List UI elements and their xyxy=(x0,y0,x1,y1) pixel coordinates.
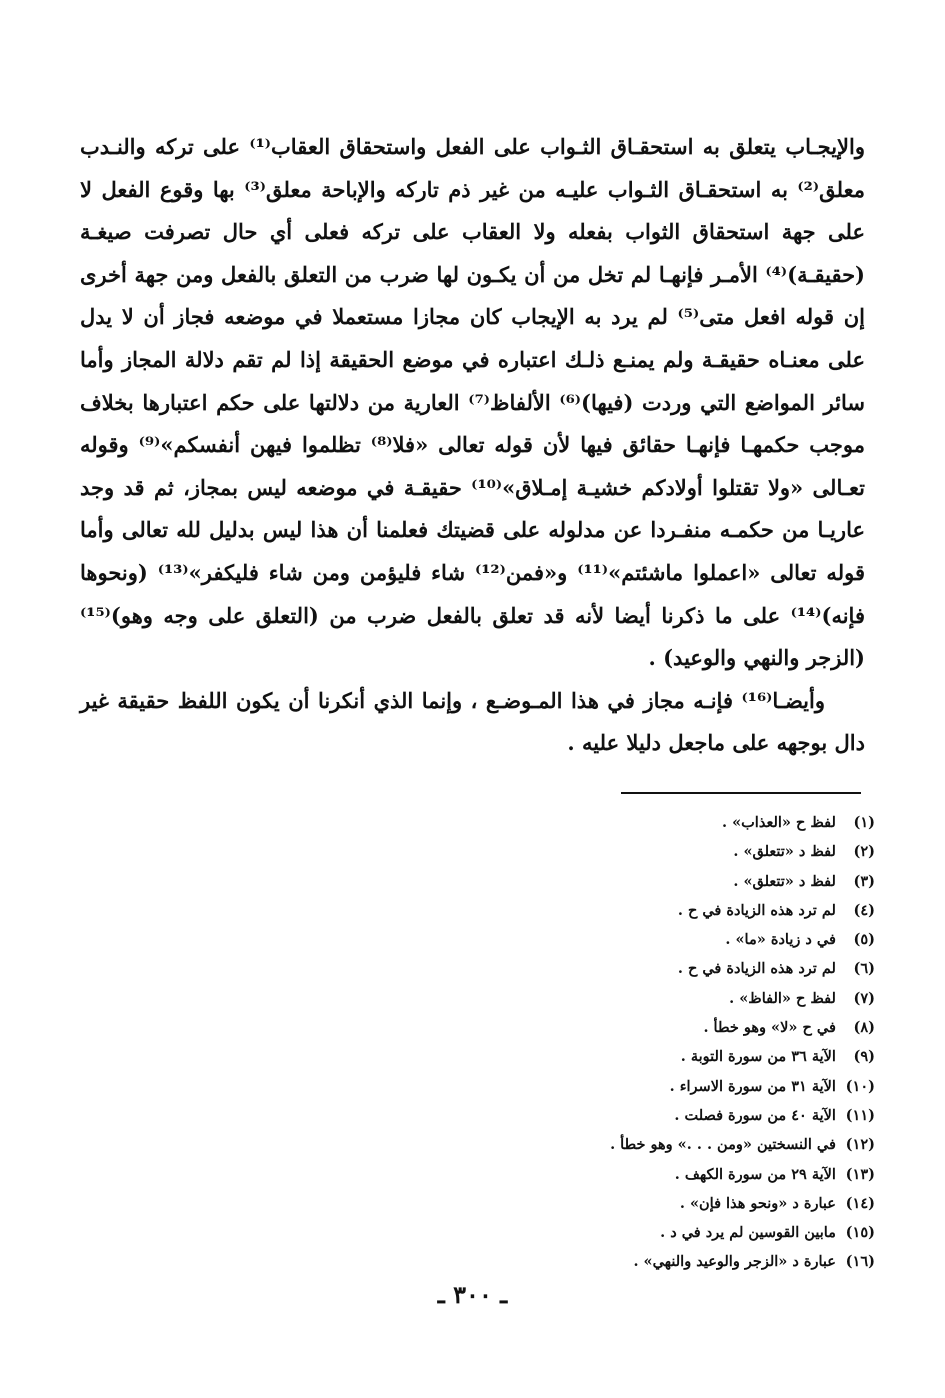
footnote-number: (٩) xyxy=(853,1048,875,1066)
footnote-item xyxy=(375,837,875,866)
footnote-text: عبارة د «ونحو هذا فإن» . xyxy=(679,1194,836,1212)
paragraph-2: وأيضـا⁽¹⁶⁾ فإنـه مجاز في هذا المـوضـع ، وإنما الذي أنكرنا أن يكون اللفظ حقيقة غير دال بوجهه على ماجعل دليلا عليه . xyxy=(80,687,865,756)
footnote-text: في د زيادة «ما» . xyxy=(725,931,836,949)
footnote-number: (١٥) xyxy=(845,1224,875,1242)
footnote-item xyxy=(375,1189,875,1218)
footnote-number: (٧) xyxy=(853,989,875,1007)
footnote-text: لفظ د «تتعلق» . xyxy=(733,843,836,861)
footnote-number: (١٠) xyxy=(845,1077,875,1095)
footnote-item xyxy=(375,1130,875,1159)
footnote-item xyxy=(375,1218,875,1247)
footnote-number: (١٣) xyxy=(845,1165,875,1183)
footnote-text: لم ترد هذه الزيادة في ح . xyxy=(677,901,836,919)
footnote-text: الآية ٤٠ من سورة فصلت . xyxy=(674,1106,836,1124)
footnote-number: (٤) xyxy=(853,901,875,919)
footnote-item xyxy=(375,1101,875,1130)
footnotes xyxy=(375,808,875,1277)
footnote-number: (١٤) xyxy=(845,1194,875,1212)
footnote-item xyxy=(375,1013,875,1042)
footnote-text: لم ترد هذه الزيادة في ح . xyxy=(677,960,836,978)
footnote-item xyxy=(375,1160,875,1189)
footnote-number: (١٢) xyxy=(845,1136,875,1154)
footnote-item xyxy=(375,867,875,896)
footnote-text: لفظ ح «الفاظ» . xyxy=(729,989,836,1007)
footnote-text: لفظ ح «العذاب» . xyxy=(722,814,836,831)
footnote-item xyxy=(375,1042,875,1071)
footnote-text: في النسختين «ومن . . .» وهو خطأ . xyxy=(610,1136,836,1154)
footnote-number: (١) xyxy=(853,814,875,831)
footnote-number: (٦) xyxy=(853,960,875,978)
footnote-text: عبارة د «الزجر والوعيد والنهي» . xyxy=(633,1253,836,1271)
footnote-text: الآية ٢٩ من سورة الكهف . xyxy=(674,1165,836,1183)
main-text xyxy=(80,126,865,765)
footnote-number: (٣) xyxy=(853,872,875,890)
footnote-number: (١١) xyxy=(845,1106,875,1124)
footnote-text: لفظ د «تتعلق» . xyxy=(733,872,836,890)
footnote-text: الآية ٣٦ من سورة التوبة . xyxy=(680,1048,836,1066)
footnote-text: في ح «لا» وهو خطأ . xyxy=(703,1019,836,1037)
footnote-item xyxy=(375,1247,875,1276)
footnote-item xyxy=(375,954,875,983)
footnote-number: (٥) xyxy=(853,931,875,949)
footnote-item xyxy=(375,808,875,837)
footnote-item xyxy=(375,984,875,1013)
footnote-text: الآية ٣١ من سورة الاسراء . xyxy=(669,1077,836,1095)
footnote-separator xyxy=(621,792,861,794)
footnote-item xyxy=(375,925,875,954)
footnote-number: (٨) xyxy=(853,1019,875,1037)
footnote-item xyxy=(375,1072,875,1101)
footnote-text: مابين القوسين لم يرد في د . xyxy=(660,1224,836,1242)
footnote-number: (٢) xyxy=(853,843,875,861)
footnote-item xyxy=(375,896,875,925)
footnote-number: (١٦) xyxy=(845,1253,875,1271)
page-number: ـ ٣٠٠ ـ xyxy=(437,1280,508,1309)
paragraph-1: والإيجـاب يتعلق به استحقـاق الثـواب على الفعل واستحقاق العقاب⁽¹⁾ على تركه والنـدب معلق⁽²⁾ به استحقـاق الثـواب عليـه من غير ذم تاركه والإباحة معلق⁽³⁾ بها وقوع الفعل لا على جهة استحقاق الثواب بفعله ولا العقاب على تركه فعلى أي حال تصرفت صيغـة (حقيقـة)⁽⁴⁾ الأمـر فإنهـا لم تخل من أن يكـون لها ضرب من التعلق بالفعل ومن جهة أخرى إن قوله افعل متى⁽⁵⁾ لم يرد به الإيجاب كان مجازا مستعملا في موضعه فجاز أن لا يدل على معنـاه حقيقـة ولم يمنـع ذلـك اعتباره في موضع الحقيقة إذا لم تقم دلالة المجاز وأما سائر المواضع التي وردت (فيها)⁽⁶⁾ الألفاظ⁽⁷⁾ العارية من دلالتها على حكم اعتبارها بخلاف موجب حكمهـا فإنهـا حقائق فيها لأن قوله تعالى «فلا⁽⁸⁾ تظلموا فيهن أنفسكم»⁽⁹⁾ وقوله تعـالى «ولا تقتلوا أولادكم خشيـة إمـلاق»⁽¹⁰⁾ حقيقـة في موضعه ليس بمجاز، ثم قد وجد عاريـا من حكمـه منفـردا عن مدلوله على قضيتك فعلمنا أن هذا ليس بدليل لله تعالى وأما قوله تعالى «اعملوا ماشئتم»⁽¹¹⁾ و«فمن⁽¹²⁾ شاء فليؤمن ومن شاء فليكفر»⁽¹³⁾ (ونحوها فإنه)⁽¹⁴⁾ على ما ذكرنا أيضا لأنه قد تعلق بالفعل ضرب من (التعلق على وجه وهو)⁽¹⁵⁾ (الزجر والنهي والوعيد) . xyxy=(80,134,865,671)
